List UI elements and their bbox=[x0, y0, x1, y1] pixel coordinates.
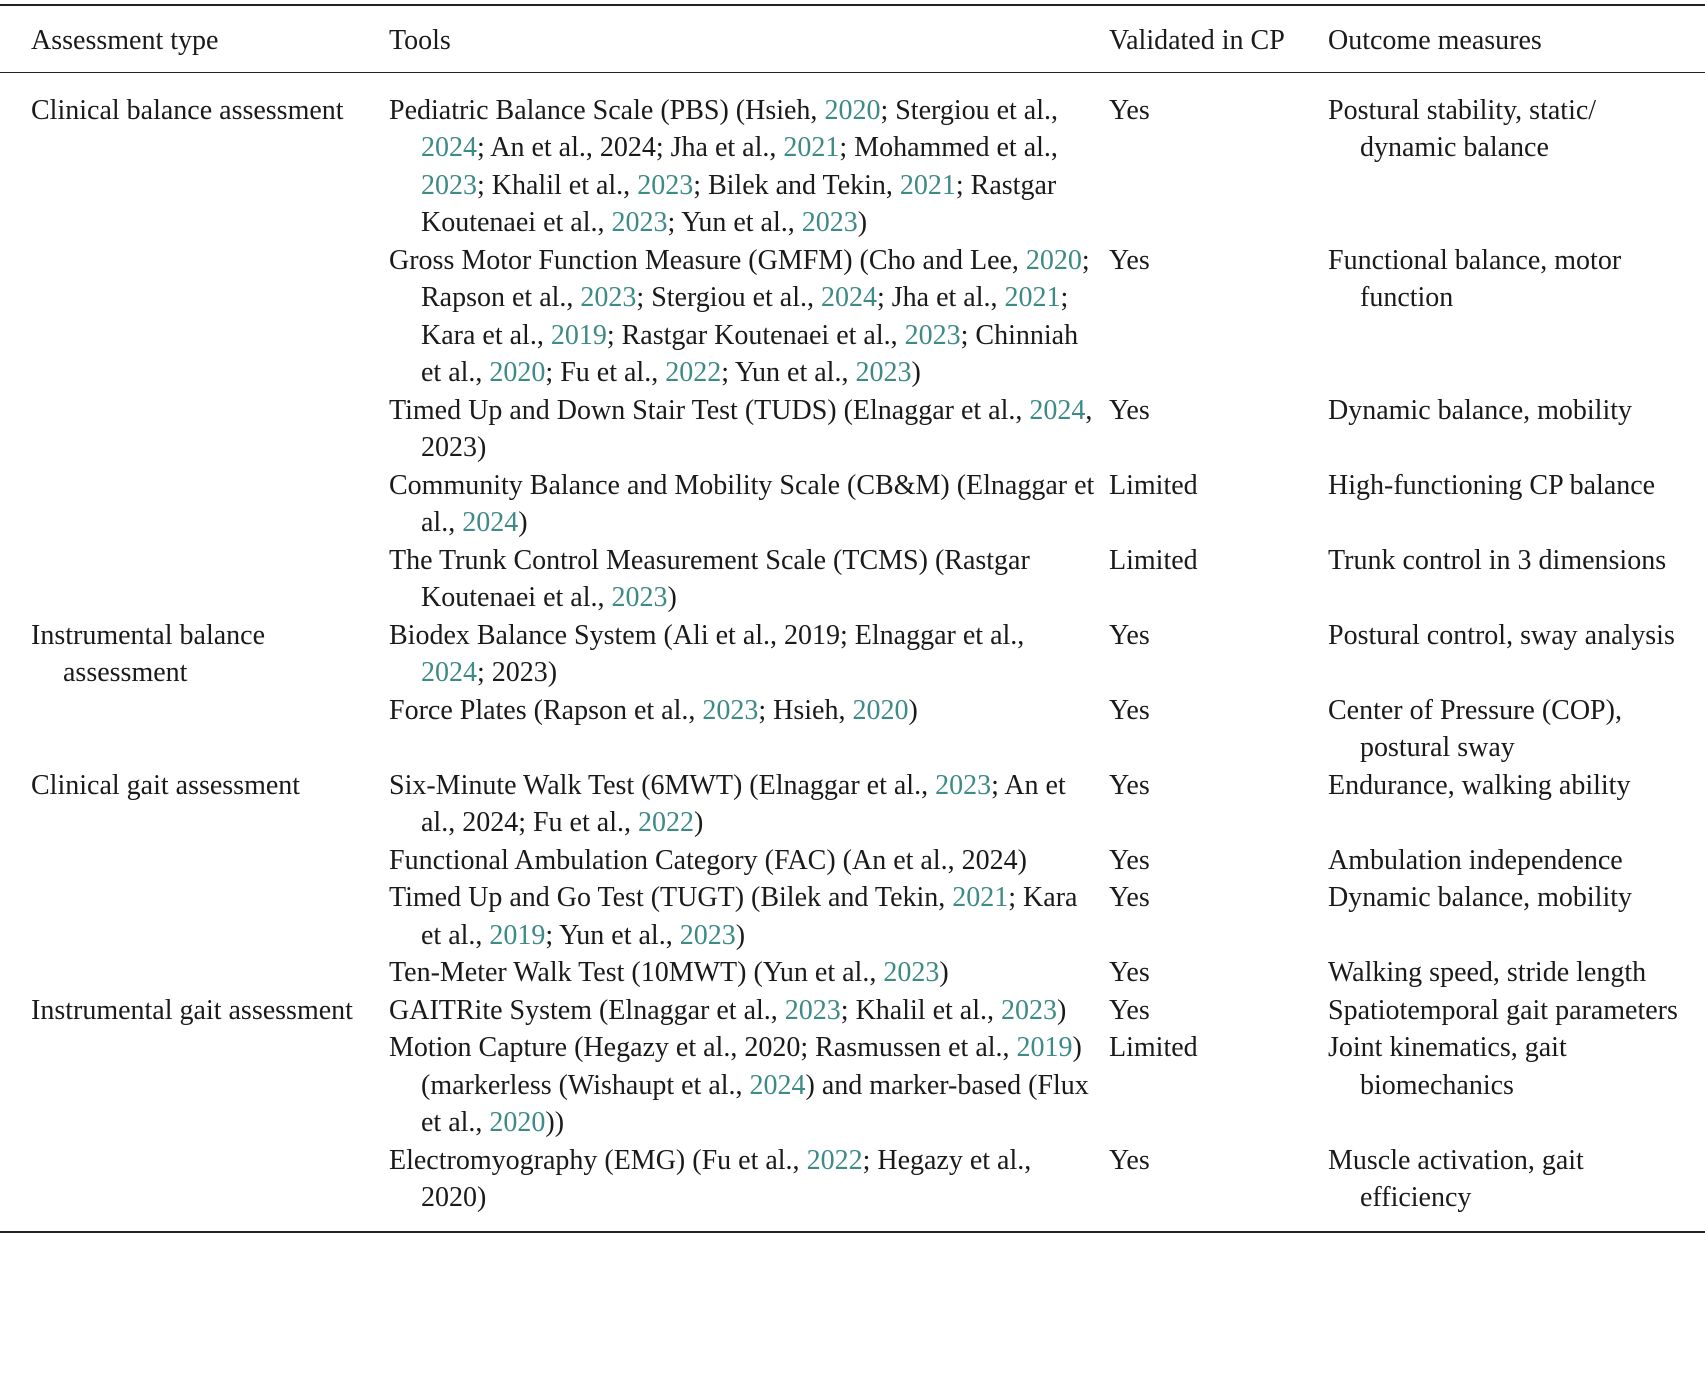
table-row bbox=[0, 1029, 1705, 1142]
tools-text-segment: )) bbox=[545, 1107, 565, 1138]
cell-tools bbox=[389, 617, 1109, 692]
citation-year-link[interactable]: 2020 bbox=[489, 1107, 546, 1138]
cell-tools bbox=[389, 1142, 1109, 1232]
tools-text-segment: ) bbox=[857, 207, 868, 238]
citation-year-link[interactable]: 2020 bbox=[852, 694, 909, 726]
tools-text-segment: ; Yun et al., bbox=[545, 919, 680, 951]
tools-text-segment: Six-Minute Walk Test (6MWT) (Elnaggar et al., bbox=[389, 769, 936, 801]
tools-text-segment: ) bbox=[735, 919, 746, 951]
tools-text-segment: ; Bilek and Tekin, bbox=[693, 169, 900, 201]
cell-validated: Yes bbox=[1109, 619, 1150, 651]
cell-validated: Yes bbox=[1109, 844, 1150, 876]
table-row bbox=[0, 542, 1705, 617]
tools-text-segment: Timed Up and Go Test (TUGT) (Bilek and Tekin, bbox=[389, 882, 953, 913]
tools-text-segment: ; Chinniah et al., bbox=[421, 319, 1079, 388]
tools-text-segment: ) bbox=[518, 507, 528, 538]
tools-text-segment: Pediatric Balance Scale (PBS) (Hsieh, bbox=[389, 94, 825, 126]
citation-year-link[interactable]: 2023 bbox=[637, 169, 694, 201]
cell-tools bbox=[389, 992, 1109, 1030]
citation-year-link[interactable]: 2019 bbox=[550, 319, 607, 351]
cell-tools bbox=[389, 767, 1109, 842]
citation-year-link[interactable]: 2021 bbox=[952, 882, 1009, 913]
outcome-text: Walking speed, stride length bbox=[1328, 957, 1647, 988]
cell-validated: Limited bbox=[1109, 469, 1198, 501]
cell-outcome bbox=[1328, 467, 1705, 542]
assessment-tools-table bbox=[0, 4, 1705, 1233]
tools-text bbox=[389, 392, 1109, 467]
tools-text-segment: ; Fu et al., bbox=[545, 357, 666, 388]
tools-text bbox=[389, 92, 1109, 242]
outcome-text: Functional balance, motor function bbox=[1328, 244, 1622, 313]
outcome-text: Endurance, walking ability bbox=[1328, 769, 1631, 801]
cell-outcome bbox=[1328, 242, 1705, 392]
cell-outcome bbox=[1328, 954, 1705, 992]
citation-year-link[interactable]: 2024 bbox=[1029, 394, 1086, 426]
cell-assessment-type bbox=[0, 692, 389, 767]
header-validated: Validated in CP bbox=[1109, 25, 1285, 56]
citation-year-link[interactable]: 2019 bbox=[1016, 1032, 1073, 1063]
outcome-text: Center of Pressure (COP), postural sway bbox=[1328, 694, 1622, 763]
cell-outcome bbox=[1328, 392, 1705, 467]
citation-year-link[interactable]: 2021 bbox=[899, 169, 956, 201]
cell-outcome bbox=[1328, 842, 1705, 880]
cell-assessment-type bbox=[0, 242, 389, 392]
table-header bbox=[0, 5, 1705, 72]
tools-text bbox=[389, 1142, 1109, 1217]
citation-year-link[interactable]: 2024 bbox=[421, 132, 477, 163]
table-row bbox=[0, 954, 1705, 992]
outcome-text: Trunk control in 3 dimensions bbox=[1328, 544, 1667, 576]
citation-year-link[interactable]: 2023 bbox=[904, 319, 961, 351]
tools-text-segment: ) (markerless (Wishaupt et al., bbox=[421, 1032, 1082, 1101]
cell-assessment-type bbox=[0, 767, 389, 842]
cell-assessment-type bbox=[0, 617, 389, 692]
cell-tools bbox=[389, 879, 1109, 954]
citation-year-link[interactable]: 2020 bbox=[1025, 244, 1082, 276]
cell-validated: Yes bbox=[1109, 1144, 1150, 1176]
citation-year-link[interactable]: 2024 bbox=[749, 1069, 806, 1101]
tools-text-segment: ; Mohammed et al., bbox=[839, 132, 1058, 163]
tools-text-segment: ) bbox=[667, 582, 677, 613]
cell-assessment-type bbox=[0, 467, 389, 542]
citation-year-link[interactable]: 2024 bbox=[421, 657, 477, 688]
citation-year-link[interactable]: 2022 bbox=[637, 807, 694, 838]
tools-text-segment: Biodex Balance System (Ali et al., 2019; Elnaggar et al., bbox=[389, 619, 1025, 651]
tools-text bbox=[389, 242, 1109, 392]
cell-outcome bbox=[1328, 767, 1705, 842]
cell-assessment-type bbox=[0, 992, 389, 1030]
tools-text-segment: Motion Capture (Hegazy et al., 2020; Rasmussen et al., bbox=[389, 1032, 1017, 1063]
table-row bbox=[0, 767, 1705, 842]
cell-assessment-type bbox=[0, 392, 389, 467]
tools-text-segment: ; Jha et al., bbox=[877, 282, 1005, 313]
tools-text bbox=[389, 1029, 1109, 1142]
outcome-text: Postural stability, static/ dynamic balance bbox=[1328, 94, 1597, 163]
citation-year-link[interactable]: 2021 bbox=[1004, 282, 1061, 313]
cell-validated: Yes bbox=[1109, 882, 1150, 913]
tools-text-segment: ; Yun et al., bbox=[667, 207, 802, 238]
cell-assessment-type bbox=[0, 954, 389, 992]
tools-text bbox=[389, 542, 1109, 617]
tools-text-segment: ; 2023) bbox=[477, 657, 558, 688]
cell-outcome bbox=[1328, 72, 1705, 242]
tools-text-segment: ; Khalil et al., bbox=[477, 169, 638, 201]
tools-text-segment: , 2023) bbox=[421, 394, 1093, 463]
cell-outcome bbox=[1328, 617, 1705, 692]
header-assessment-type: Assessment type bbox=[31, 25, 219, 56]
cell-tools bbox=[389, 692, 1109, 767]
tools-text bbox=[389, 467, 1109, 542]
tools-text-segment: The Trunk Control Measurement Scale (TCMS) (Rastgar Koutenaei et al., bbox=[389, 544, 1030, 613]
tools-text-segment: ; Kara et al., bbox=[421, 882, 1078, 951]
table-row bbox=[0, 467, 1705, 542]
tools-text-segment: ; An et al., 2024; Jha et al., bbox=[477, 132, 784, 163]
cell-tools bbox=[389, 1029, 1109, 1142]
citation-year-link[interactable]: 2020 bbox=[824, 94, 881, 126]
assessment-type-text: Instrumental gait assessment bbox=[31, 994, 353, 1026]
table-row bbox=[0, 842, 1705, 880]
outcome-text: Muscle activation, gait efficiency bbox=[1328, 1144, 1584, 1213]
citation-year-link[interactable]: 2024 bbox=[462, 507, 519, 538]
tools-text-segment: ) bbox=[908, 694, 918, 726]
tools-text-segment: ) bbox=[911, 357, 921, 388]
cell-outcome bbox=[1328, 1142, 1705, 1232]
table-row bbox=[0, 392, 1705, 467]
tools-text-segment: ; An et al., 2024; Fu et al., bbox=[421, 769, 1066, 838]
citation-year-link[interactable]: 2023 bbox=[1000, 994, 1057, 1026]
tools-text-segment: Electromyography (EMG) (Fu et al., bbox=[389, 1144, 807, 1176]
tools-text-segment: ) and marker-based (Flux et al., bbox=[421, 1069, 1089, 1138]
cell-outcome bbox=[1328, 1029, 1705, 1142]
tools-text bbox=[389, 879, 1109, 954]
citation-year-link[interactable]: 2023 bbox=[784, 994, 841, 1026]
cell-validated: Limited bbox=[1109, 1032, 1198, 1063]
header-outcome: Outcome measures bbox=[1328, 25, 1542, 56]
table-row bbox=[0, 72, 1705, 242]
table-row bbox=[0, 992, 1705, 1030]
citation-year-link[interactable]: 2019 bbox=[489, 919, 546, 951]
assessment-type-text: Clinical gait assessment bbox=[31, 769, 301, 801]
table-row bbox=[0, 617, 1705, 692]
tools-text-segment: Force Plates (Rapson et al., bbox=[389, 694, 703, 726]
tools-text-segment: ) bbox=[939, 957, 949, 988]
cell-validated: Yes bbox=[1109, 694, 1150, 726]
tools-text-segment: GAITRite System (Elnaggar et al., bbox=[389, 994, 785, 1026]
table-row bbox=[0, 692, 1705, 767]
tools-text-segment: Ten-Meter Walk Test (10MWT) (Yun et al., bbox=[389, 957, 884, 988]
citation-year-link[interactable]: 2021 bbox=[783, 132, 840, 163]
cell-outcome bbox=[1328, 542, 1705, 617]
tools-text-segment: ; Hegazy et al., 2020) bbox=[421, 1144, 1032, 1213]
citation-year-link[interactable]: 2023 bbox=[611, 582, 668, 613]
cell-assessment-type bbox=[0, 1029, 389, 1142]
tools-text bbox=[389, 992, 1109, 1030]
outcome-text: Spatiotemporal gait parameters bbox=[1328, 994, 1678, 1026]
table-body bbox=[0, 72, 1705, 1232]
tools-text-segment: ) bbox=[1056, 994, 1067, 1026]
cell-assessment-type bbox=[0, 842, 389, 880]
outcome-text: Dynamic balance, mobility bbox=[1328, 882, 1633, 913]
cell-tools bbox=[389, 242, 1109, 392]
tools-text-segment: ; Stergiou et al., bbox=[636, 282, 821, 313]
tools-text-segment: ; Rapson et al., bbox=[421, 244, 1090, 313]
cell-tools bbox=[389, 954, 1109, 992]
cell-assessment-type bbox=[0, 1142, 389, 1232]
cell-assessment-type bbox=[0, 72, 389, 242]
cell-tools bbox=[389, 72, 1109, 242]
cell-validated: Yes bbox=[1109, 957, 1150, 988]
outcome-text: Dynamic balance, mobility bbox=[1328, 394, 1633, 426]
tools-text-segment: ; Kara et al., bbox=[421, 282, 1069, 351]
citation-year-link[interactable]: 2023 bbox=[679, 919, 736, 951]
citation-year-link[interactable]: 2023 bbox=[421, 169, 477, 201]
cell-validated: Yes bbox=[1109, 769, 1150, 801]
tools-text bbox=[389, 767, 1109, 842]
cell-validated: Yes bbox=[1109, 994, 1150, 1026]
tools-text-segment: Timed Up and Down Stair Test (TUDS) (Elnaggar et al., bbox=[389, 394, 1030, 426]
citation-year-link[interactable]: 2022 bbox=[806, 1144, 863, 1176]
header-row bbox=[0, 5, 1705, 72]
cell-validated: Limited bbox=[1109, 544, 1198, 576]
citation-year-link[interactable]: 2022 bbox=[665, 357, 722, 388]
tools-text-segment: ; Khalil et al., bbox=[840, 994, 1001, 1026]
citation-year-link[interactable]: 2020 bbox=[489, 357, 546, 388]
cell-validated: Yes bbox=[1109, 394, 1150, 426]
citation-year-link[interactable]: 2023 bbox=[801, 207, 858, 238]
cell-tools bbox=[389, 467, 1109, 542]
table-row bbox=[0, 242, 1705, 392]
citation-year-link[interactable]: 2023 bbox=[611, 207, 668, 238]
outcome-text: High-functioning CP balance bbox=[1328, 469, 1656, 501]
citation-year-link[interactable]: 2023 bbox=[935, 769, 992, 801]
table-row bbox=[0, 879, 1705, 954]
cell-outcome bbox=[1328, 692, 1705, 767]
cell-assessment-type bbox=[0, 879, 389, 954]
citation-year-link[interactable]: 2023 bbox=[855, 357, 912, 388]
cell-validated: Yes bbox=[1109, 244, 1150, 276]
citation-year-link[interactable]: 2023 bbox=[580, 282, 637, 313]
cell-tools bbox=[389, 842, 1109, 880]
cell-tools bbox=[389, 542, 1109, 617]
cell-assessment-type bbox=[0, 542, 389, 617]
tools-text-segment: ; Rastgar Koutenaei et al., bbox=[421, 169, 1057, 238]
outcome-text: Postural control, sway analysis bbox=[1328, 619, 1675, 651]
tools-text-segment: ; Stergiou et al., bbox=[880, 94, 1059, 126]
assessment-type-text: Instrumental balance assessment bbox=[31, 619, 266, 688]
tools-text bbox=[389, 842, 1109, 880]
tools-text-segment: ; Yun et al., bbox=[721, 357, 856, 388]
cell-tools bbox=[389, 392, 1109, 467]
tools-text-segment: Gross Motor Function Measure (GMFM) (Cho and Lee, bbox=[389, 244, 1026, 276]
outcome-text: Joint kinematics, gait biomechanics bbox=[1328, 1032, 1567, 1101]
tools-text bbox=[389, 954, 1109, 992]
citation-year-link[interactable]: 2024 bbox=[821, 282, 877, 313]
cell-outcome bbox=[1328, 879, 1705, 954]
tools-text bbox=[389, 692, 1109, 730]
tools-text-segment: Functional Ambulation Category (FAC) (An et al., 2024) bbox=[389, 844, 1027, 876]
assessment-type-text: Clinical balance assessment bbox=[31, 94, 344, 126]
tools-text-segment: ; Rastgar Koutenaei et al., bbox=[606, 319, 905, 351]
tools-text bbox=[389, 617, 1109, 692]
cell-validated: Yes bbox=[1109, 94, 1150, 126]
header-tools: Tools bbox=[389, 25, 451, 56]
table-row bbox=[0, 1142, 1705, 1232]
outcome-text: Ambulation independence bbox=[1328, 844, 1623, 876]
assessment-table-container bbox=[0, 4, 1705, 1233]
tools-text-segment: Community Balance and Mobility Scale (CB&M) (Elnaggar et al., bbox=[389, 469, 1095, 538]
tools-text-segment: ; Hsieh, bbox=[758, 694, 853, 726]
tools-text-segment: ) bbox=[693, 807, 704, 838]
citation-year-link[interactable]: 2023 bbox=[883, 957, 940, 988]
cell-outcome bbox=[1328, 992, 1705, 1030]
citation-year-link[interactable]: 2023 bbox=[702, 694, 759, 726]
